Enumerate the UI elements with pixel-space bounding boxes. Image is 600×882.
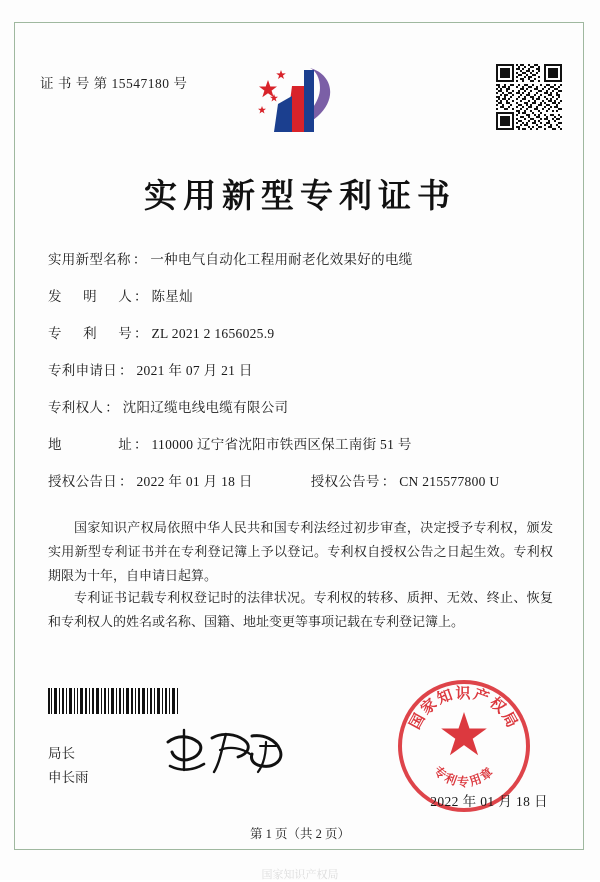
field-separator: ： [105, 400, 119, 416]
field-separator: ： [134, 326, 148, 342]
director-title: 局长 [48, 746, 75, 761]
field-value: 110000 辽宁省沈阳市铁西区保工南街 51 号 [151, 437, 412, 453]
faint-footer-text: 国家知识产权局 [261, 869, 339, 881]
field-patent-number [48, 324, 558, 344]
qr-code [496, 64, 562, 130]
field-value: 沈阳辽缆电线电缆有限公司 [122, 400, 289, 416]
certificate-number: 证 书 号 第 15547180 号 [40, 76, 188, 91]
grant-date-label: 授权公告日 [48, 474, 117, 490]
field-separator: ： [119, 363, 133, 379]
field-value: 2021 年 07 月 21 日 [136, 363, 253, 379]
field-utility-model-name [48, 250, 558, 270]
seal-date: 2022 年 01 月 18 日 [430, 794, 548, 809]
field-label: 实用新型名称 [48, 252, 131, 267]
field-label: 专利申请日 [48, 363, 117, 379]
signature-block [48, 742, 89, 789]
svg-text:国家知识产权局: 国家知识产权局 [405, 684, 523, 733]
grant-date-value: 2022 年 01 月 18 日 [136, 474, 253, 490]
field-address [48, 435, 558, 455]
field-separator: ： [381, 474, 396, 490]
page-indicator: 第 1 页（共 2 页） [249, 827, 350, 841]
barcode [48, 688, 178, 714]
field-label: 专利号 [48, 326, 132, 342]
field-label: 地址 [48, 437, 132, 453]
field-grant-announcement [48, 472, 558, 492]
body-paragraph-1: 国家知识产权局依照中华人民共和国专利法经过初步审查，决定授予专利权，颁发实用新型专利证书并在专利登记簿上予以登记。专利权自授权公告之日起生效。专利权期限为十年，自申请日起算。 [48, 520, 553, 584]
field-separator: ： [134, 437, 148, 453]
field-value: ZL 2021 2 1656025.9 [151, 326, 275, 342]
field-separator: ： [119, 474, 133, 490]
svg-text:专利专用章: 专利专用章 [430, 763, 498, 789]
field-patentee [48, 398, 558, 418]
grant-number-group [311, 472, 500, 492]
field-separator: ： [134, 289, 148, 305]
grant-number-value: CN 215577800 U [399, 474, 500, 490]
page-title: 实用新型专利证书 [144, 176, 456, 215]
field-application-date [48, 361, 558, 381]
field-list [48, 250, 558, 509]
field-inventor [48, 287, 558, 307]
field-separator: ： [132, 252, 147, 267]
handwritten-signature [160, 722, 290, 782]
field-value: 陈星灿 [151, 289, 193, 305]
cnipa-logo [248, 60, 352, 138]
grant-number-label: 授权公告号 [310, 474, 380, 490]
field-value: 一种电气自动化工程用耐老化效果好的电缆 [150, 252, 413, 267]
body-paragraph-2: 专利证书记载专利权登记时的法律状况。专利权的转移、质押、无效、终止、恢复和专利权人的姓名或名称、国籍、地址变更等事项记载在专利登记簿上。 [48, 590, 553, 630]
director-name: 申长雨 [48, 769, 89, 785]
field-label: 发明人 [48, 289, 132, 305]
field-label: 专利权人 [48, 400, 104, 416]
